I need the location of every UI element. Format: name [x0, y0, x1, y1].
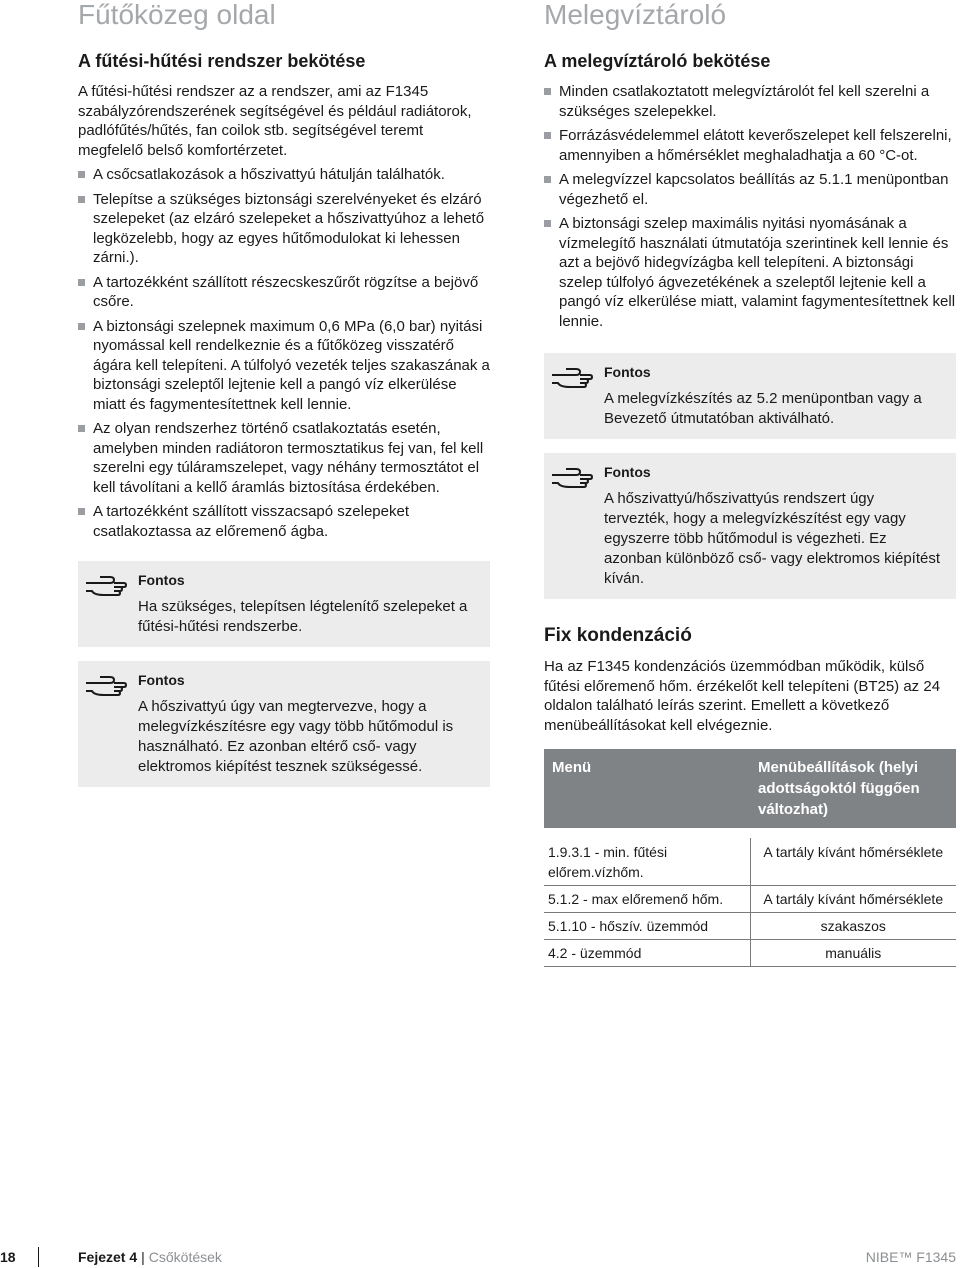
- list-item: Minden csatlakoztatott melegvíztárolót fel kell szerelni a szükséges szelepekkel.: [544, 82, 956, 121]
- brand-label: NIBE™ F1345: [865, 1249, 956, 1265]
- note-text: A hőszivattyú úgy van megtervezve, hogy a melegvízkészítésre egy vagy több hűtőmodul is használható. Ez azonban eltérő cső- vagy elektromos kiépítést tesznek szükségessé.: [138, 698, 454, 775]
- list-item: A tartozékként szállított visszacsapó szelepeket csatlakoztassa az előremenő ágba.: [78, 502, 490, 541]
- list-item: Telepítse a szükséges biztonsági szerelvényeket és elzáró szelepeket (az elzáró szelepeket a hőszivattyúhoz a lehető legközelebb, hogy az egyes hűtőmodulokat ki lehessen zárni.).: [78, 190, 490, 268]
- note-title: Fontos: [138, 672, 185, 688]
- table-row: [544, 940, 956, 967]
- list-item: Forrázásvédelemmel elátott keverőszelepet kell felszerelni, amennyiben a hőmérséklet meghaladhatja a 60 °C-ot.: [544, 126, 956, 165]
- pointing-hand-icon: [84, 571, 128, 601]
- note-box: [544, 353, 956, 439]
- fix-condensation-text: Ha az F1345 kondenzációs üzemmódban működik, külső fűtési előremenő hőm. érzékelőt kell telepíteni (BT25) az 24 oldalon található leírás szerint. Emellett a következő menübeállításokat kell elvégeznie.: [544, 658, 941, 734]
- note-text: A hőszivattyú/hőszivattyús rendszert úgy tervezték, hogy a melegvízkészítést egy vagy egyszerre több hűtőmodul is végezheti. Ez azonban különböző cső- vagy elektromos kiépítést kíván.: [604, 490, 941, 587]
- table-cell: 1.9.3.1 - min. fűtési előrem.vízhőm.: [544, 838, 750, 886]
- list-item: A melegvízzel kapcsolatos beállítás az 5.1.1 menüpontban végezhető el.: [544, 170, 956, 209]
- bullet-list-right: [544, 82, 956, 331]
- table-row: [544, 886, 956, 913]
- list-item: A biztonsági szelep maximális nyitási nyomásának a vízmelegítő használati útmutatója szerintinek kell lennie és azt a bejövő hidegvízágba kell telepíteni. A biztonsági szelep túlfolyó ágvezetékének a szeleptől lejtenie kell a pangó víz elkerülése miatt, valamint fagymentesítettnek kell lennie.: [544, 214, 956, 331]
- table-cell: manuális: [750, 940, 956, 967]
- note-title: Fontos: [604, 464, 651, 480]
- note-text: Ha szükséges, telepítsen légtelenítő szelepeket a fűtési-hűtési rendszerbe.: [138, 598, 468, 635]
- table-header-settings: Menübeállítások (helyi adottságoktól függően változhat): [750, 749, 956, 828]
- subsection-title-right: A melegvíztároló bekötése: [544, 51, 771, 71]
- page-footer: [0, 1246, 960, 1268]
- list-item: A csőcsatlakozások a hőszivattyú hátulján találhatók.: [78, 165, 490, 185]
- chapter-label: [78, 1246, 222, 1268]
- intro-paragraph: A fűtési-hűtési rendszer az a rendszer, ami az F1345 szabályzórendszerének segítségével és például radiátorok, padlófűtés/hűtés, fan coilok stb. segítségével teremt megfelelő belső komfortérzetet.: [78, 83, 472, 159]
- right-column: [544, 0, 956, 967]
- note-box: [78, 561, 490, 647]
- table-cell: A tartály kívánt hőmérséklete: [750, 838, 956, 886]
- list-item: Az olyan rendszerhez történő csatlakoztatás esetén, amelyben minden radiátoron termosztatikus fej van, fel kell szerelni egy túláramszelepet, vagy néhány termosztátot el kell távolítani a kellő áramlás biztosítása érdekében.: [78, 419, 490, 497]
- note-box: [78, 661, 490, 787]
- bullet-list-left: [78, 165, 490, 541]
- note-title: Fontos: [604, 364, 651, 380]
- note-title: Fontos: [138, 572, 185, 588]
- chapter-number: Fejezet 4: [78, 1249, 138, 1265]
- table-cell: 5.1.2 - max előremenő hőm.: [544, 886, 750, 913]
- table-cell: A tartály kívánt hőmérséklete: [750, 886, 956, 913]
- fix-condensation-title: Fix kondenzáció: [544, 625, 692, 646]
- note-text: A melegvízkészítés az 5.2 menüpontban vagy a Bevezető útmutatóban aktiválható.: [604, 390, 922, 427]
- table-cell: 5.1.10 - hőszív. üzemmód: [544, 913, 750, 940]
- note-box: [544, 453, 956, 599]
- table-header-menu: Menü: [544, 749, 750, 828]
- section-title-right: Melegvíztároló: [544, 0, 727, 30]
- table-cell: 4.2 - üzemmód: [544, 940, 750, 967]
- list-item: A tartozékként szállított részecskeszűrőt rögzítse a bejövő csőre.: [78, 273, 490, 312]
- chapter-separator: |: [141, 1249, 145, 1265]
- table-header-row: [544, 749, 956, 828]
- pointing-hand-icon: [550, 463, 594, 493]
- table-cell: szakaszos: [750, 913, 956, 940]
- table-row: [544, 838, 956, 886]
- pointing-hand-icon: [550, 363, 594, 393]
- table-spacer: [544, 828, 956, 838]
- pointing-hand-icon: [84, 671, 128, 701]
- chapter-name: Csőkötések: [148, 1249, 222, 1265]
- menu-settings-table: [544, 749, 956, 967]
- page-number: 18: [0, 1249, 16, 1265]
- subsection-title-left: A fűtési-hűtési rendszer bekötése: [78, 51, 366, 71]
- table-row: [544, 913, 956, 940]
- list-item: A biztonsági szelepnek maximum 0,6 MPa (6,0 bar) nyitási nyomással kell rendelkeznie és a fűtőközeg visszatérő ágára kell telepíteni. A túlfolyó vezeték teljes szakaszának a biztonsági szeleptől lejtenie kell a pangó víz elkerülése miatt és fagymentesítettnek kell lennie.: [78, 317, 490, 415]
- left-column: [78, 0, 490, 787]
- section-title-left: Fűtőközeg oldal: [78, 0, 276, 30]
- footer-divider: [38, 1247, 39, 1267]
